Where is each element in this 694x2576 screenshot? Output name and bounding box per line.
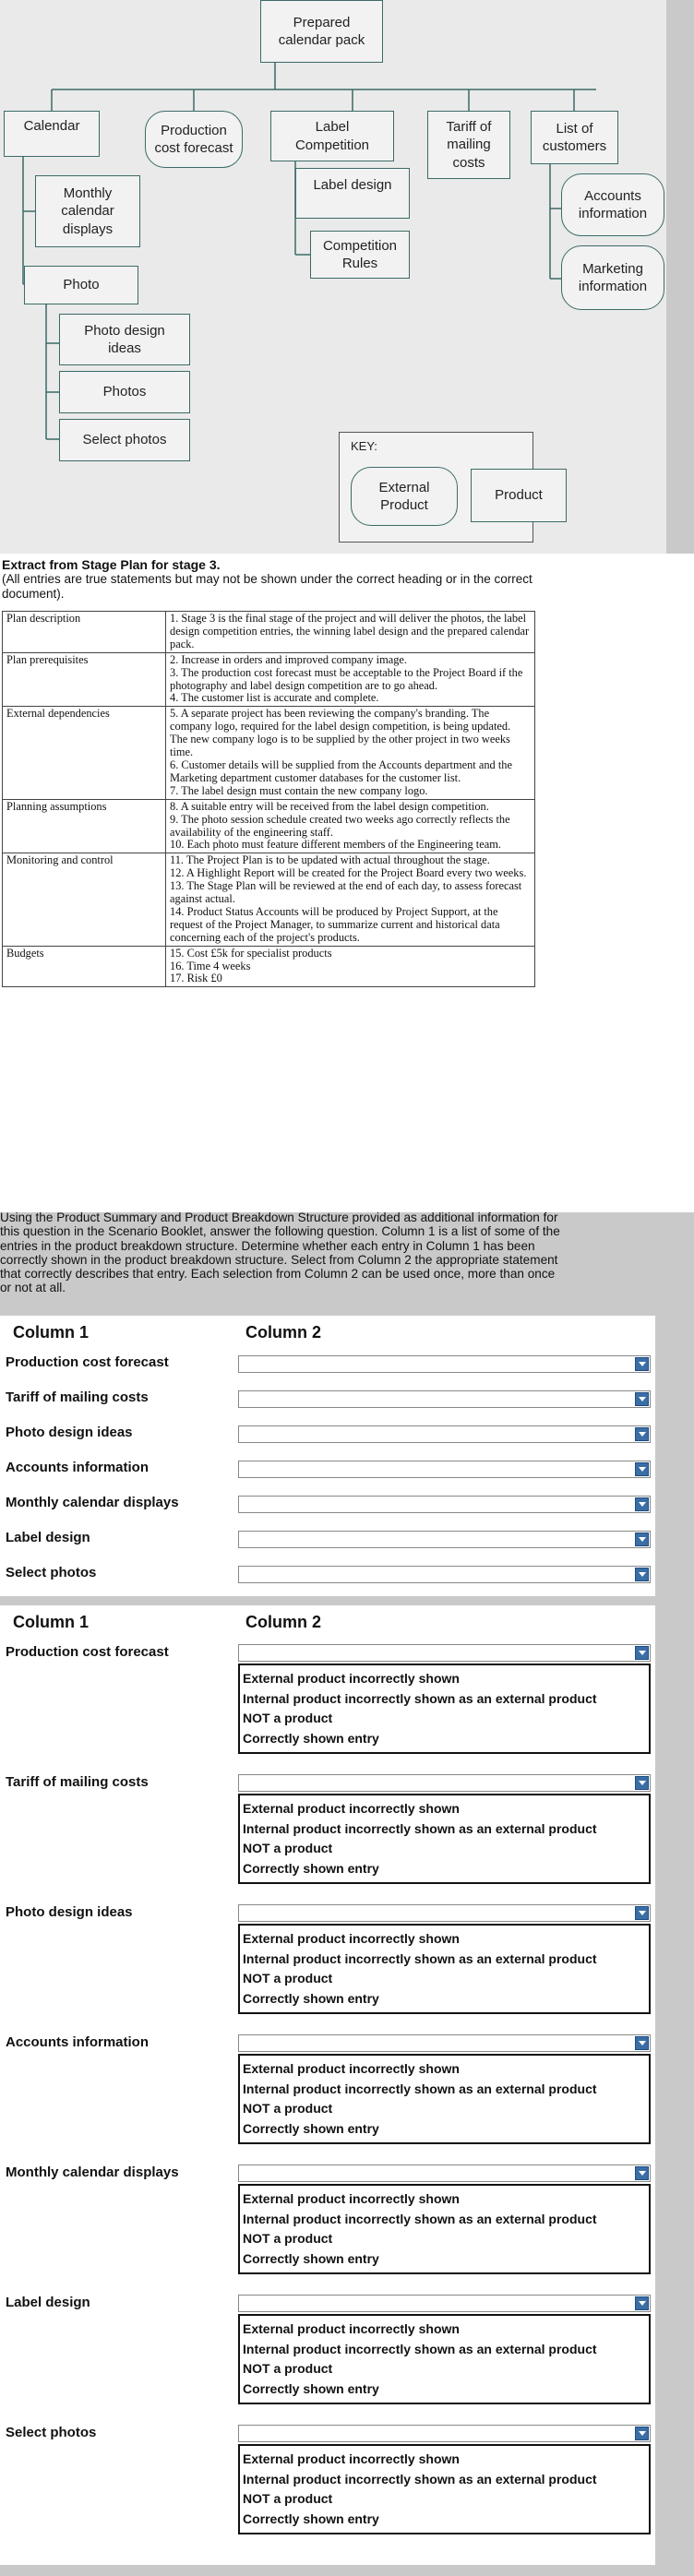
stage-plan-row <box>3 799 535 853</box>
column-2-select[interactable] <box>238 1461 651 1478</box>
column-1-entry: Tariff of mailing costs <box>6 1389 149 1405</box>
stage-plan-row <box>3 612 535 653</box>
column-1-entry: Monthly calendar displays <box>6 2165 179 2180</box>
dropdown-option[interactable]: Correctly shown entry <box>243 1730 379 1746</box>
dropdown-arrow-icon[interactable] <box>635 1568 649 1581</box>
column-2-select[interactable] <box>238 1644 651 1662</box>
node-label-design: Label design <box>295 168 410 219</box>
stage-plan-entries: 15. Cost £5k for specialist products 16. Time 4 weeks 17. Risk £0 <box>166 946 535 987</box>
node-label-competition: Label Competition <box>270 111 394 161</box>
column-2-select[interactable] <box>238 1531 651 1548</box>
dropdown-arrow-icon[interactable] <box>635 1392 649 1406</box>
node-monthly-calendar-displays: Monthly calendar displays <box>35 175 140 247</box>
column-2-select[interactable] <box>238 1425 651 1443</box>
column-1-entry: Production cost forecast <box>6 1644 169 1660</box>
stage-plan-heading: Plan prerequisites <box>3 652 166 707</box>
column-2-select[interactable] <box>238 2295 651 2312</box>
column-1-entry: Monthly calendar displays <box>6 1495 179 1510</box>
extract-subtitle: (All entries are true statements but may not be shown under the correct heading or in the correct document). <box>2 572 532 601</box>
dropdown-arrow-icon[interactable] <box>635 2036 649 2050</box>
product-breakdown-structure <box>0 0 666 554</box>
dropdown-option[interactable]: Correctly shown entry <box>243 2510 379 2526</box>
dropdown-option[interactable]: NOT a product <box>243 1841 333 1855</box>
column-2-select[interactable] <box>238 1774 651 1792</box>
dropdown-options-list <box>238 2314 651 2404</box>
dropdown-arrow-icon[interactable] <box>635 2296 649 2310</box>
stage-plan-entries: 1. Stage 3 is the final stage of the project and will deliver the photos, the label design competition entries, the winning label design and the prepared calendar pack. <box>166 612 535 653</box>
column-1-heading: Column 1 <box>13 1613 90 1631</box>
stage-plan-entries: 2. Increase in orders and improved company image. 3. The production cost forecast must be acceptable to the Project Board if the photography and label design competition are to go ahead. 4. The customer list is accurate and complete. <box>166 652 535 707</box>
column-1-entry: Production cost forecast <box>6 1354 169 1370</box>
dropdown-arrow-icon[interactable] <box>635 1906 649 1920</box>
stage-plan-row <box>3 652 535 707</box>
stage-plan-entries: 5. A separate project has been reviewing the company's branding. The company logo, required for the label design competition, is being updated. The new company logo is to be supplied by the other project in two weeks time. 6. Customer details will be supplied from the Accounts department and the Marketing department customer databases for the customer list. 7. The label design must contain the new company logo. <box>166 707 535 799</box>
stage-plan-entries: 11. The Project Plan is to be updated with actual throughout the stage. 12. A Highlight Report will be created for the Project Board every two weeks. 13. The Stage Plan will be reviewed at the end of each day, to assess forecast against actual. 14. Product Status Accounts will be produced by Project Support, at the request of the Project Manager, to summarize current and historical data concerning each of the project's products. <box>166 853 535 946</box>
dropdown-option[interactable]: External product incorrectly shown <box>243 2321 460 2336</box>
node-competition-rules: Competition Rules <box>310 231 410 279</box>
dropdown-option[interactable]: Internal product incorrectly shown as an external product <box>243 1690 597 1706</box>
dropdown-option[interactable]: External product incorrectly shown <box>243 1801 460 1816</box>
column-1-entry: Accounts information <box>6 2034 150 2050</box>
stage-plan-heading: Budgets <box>3 946 166 987</box>
dropdown-option[interactable]: Correctly shown entry <box>243 2120 379 2136</box>
dropdown-options-list <box>238 2054 651 2144</box>
node-select-photos: Select photos <box>59 419 190 461</box>
stage-plan-heading: Planning assumptions <box>3 799 166 853</box>
column-2-select[interactable] <box>238 2425 651 2442</box>
dropdown-option[interactable]: NOT a product <box>243 2231 333 2246</box>
dropdown-option[interactable]: Internal product incorrectly shown as an external product <box>243 1950 597 1966</box>
dropdown-option[interactable]: Internal product incorrectly shown as an external product <box>243 2471 597 2487</box>
node-calendar: Calendar <box>4 111 100 157</box>
stage-plan-heading: Monitoring and control <box>3 853 166 946</box>
dropdown-arrow-icon[interactable] <box>635 2427 649 2440</box>
key-label: KEY: <box>351 439 377 453</box>
node-list-of-customers: List of customers <box>531 111 618 164</box>
question-instructions: Using the Product Summary and Product Breakdown Structure provided as additional information for this question in the Scenario Booklet, answer the following question. Column 1 is a list of some of the entries in the product breakdown structure. Determine whether each entry in Column 1 has been correctly shown in the product breakdown structure. Select from Column 2 the appropriate statement that correctly describes that entry. Each selection from Column 2 can be used once, more than once or not at all. <box>0 1210 560 1295</box>
dropdown-option[interactable]: Correctly shown entry <box>243 1860 379 1876</box>
key-external-product: External Product <box>351 467 458 526</box>
dropdown-option[interactable]: Internal product incorrectly shown as an external product <box>243 1820 597 1836</box>
node-photos: Photos <box>59 371 190 413</box>
column-1-entry: Label design <box>6 1530 90 1545</box>
dropdown-options-list <box>238 1924 651 2014</box>
stage-plan-row <box>3 707 535 799</box>
dropdown-option[interactable]: Correctly shown entry <box>243 1990 379 2006</box>
column-2-select[interactable] <box>238 1566 651 1583</box>
stage-plan-table <box>2 611 535 987</box>
dropdown-option[interactable]: External product incorrectly shown <box>243 2451 460 2466</box>
node-marketing-information: Marketing information <box>561 245 664 310</box>
node-tariff-of-mailing-costs: Tariff of mailing costs <box>427 111 510 179</box>
column-2-select[interactable] <box>238 1390 651 1408</box>
stage-plan-row <box>3 946 535 987</box>
column-1-entry: Accounts information <box>6 1460 150 1475</box>
column-1-entry: Photo design ideas <box>6 1425 133 1440</box>
dropdown-arrow-icon[interactable] <box>635 1497 649 1511</box>
node-prepared-calendar-pack: Prepared calendar pack <box>260 0 383 63</box>
dropdown-option[interactable]: Internal product incorrectly shown as an external product <box>243 2081 597 2096</box>
column-2-heading: Column 2 <box>245 1323 322 1342</box>
dropdown-arrow-icon[interactable] <box>635 1462 649 1476</box>
dropdown-arrow-icon[interactable] <box>635 1776 649 1790</box>
dropdown-options-list <box>238 1664 651 1754</box>
dropdown-options-list <box>238 2184 651 2274</box>
column-1-entry: Select photos <box>6 2425 97 2440</box>
column-1-entry: Photo design ideas <box>6 1904 133 1920</box>
dropdown-option[interactable]: NOT a product <box>243 2361 333 2376</box>
column-2-select[interactable] <box>238 2165 651 2182</box>
dropdown-options-list <box>238 1794 651 1884</box>
column-1-entry: Tariff of mailing costs <box>6 1774 149 1790</box>
column-2-select[interactable] <box>238 1496 651 1513</box>
node-production-cost-forecast: Production cost forecast <box>145 111 243 168</box>
dropdown-arrow-icon[interactable] <box>635 2166 649 2180</box>
column-2-select[interactable] <box>238 1355 651 1373</box>
column-2-heading: Column 2 <box>245 1613 322 1631</box>
dropdown-option[interactable]: Correctly shown entry <box>243 2380 379 2396</box>
dropdown-option[interactable]: NOT a product <box>243 2101 333 2116</box>
dropdown-option[interactable]: NOT a product <box>243 1711 333 1725</box>
dropdown-arrow-icon[interactable] <box>635 1427 649 1441</box>
node-accounts-information: Accounts information <box>561 173 664 236</box>
stage-plan-heading: External dependencies <box>3 707 166 799</box>
dropdown-option[interactable]: External product incorrectly shown <box>243 1931 460 1946</box>
dropdown-option[interactable]: External product incorrectly shown <box>243 2191 460 2206</box>
dropdown-options-list <box>238 2444 651 2534</box>
key-product: Product <box>471 469 567 522</box>
dropdown-arrow-icon[interactable] <box>635 1357 649 1371</box>
column-1-heading: Column 1 <box>13 1323 90 1342</box>
stage-plan-heading: Plan description <box>3 612 166 653</box>
column-2-select[interactable] <box>238 1904 651 1922</box>
answer-panel-expanded <box>0 1605 655 2565</box>
dropdown-arrow-icon[interactable] <box>635 1532 649 1546</box>
dropdown-option[interactable]: NOT a product <box>243 1971 333 1986</box>
stage-plan-entries: 8. A suitable entry will be received from the label design competition. 9. The photo session schedule created two weeks ago correctly reflects the availability of the engineering staff. 10. Each photo must feature different members of the Engineering team. <box>166 799 535 853</box>
column-1-entry: Select photos <box>6 1565 97 1580</box>
column-2-select[interactable] <box>238 2034 651 2052</box>
node-photo-design-ideas: Photo design ideas <box>59 314 190 365</box>
dropdown-option[interactable]: Internal product incorrectly shown as an external product <box>243 2341 597 2356</box>
dropdown-option[interactable]: NOT a product <box>243 2491 333 2506</box>
node-photo: Photo <box>24 266 138 304</box>
dropdown-option[interactable]: External product incorrectly shown <box>243 1671 460 1686</box>
column-1-entry: Label design <box>6 2295 90 2310</box>
dropdown-option[interactable]: Internal product incorrectly shown as an external product <box>243 2211 597 2226</box>
answer-panel-collapsed <box>0 1316 655 1596</box>
stage-plan-row <box>3 853 535 946</box>
dropdown-option[interactable]: External product incorrectly shown <box>243 2061 460 2076</box>
dropdown-option[interactable]: Correctly shown entry <box>243 2250 379 2266</box>
dropdown-arrow-icon[interactable] <box>635 1646 649 1660</box>
extract-title: Extract from Stage Plan for stage 3. <box>2 557 221 572</box>
